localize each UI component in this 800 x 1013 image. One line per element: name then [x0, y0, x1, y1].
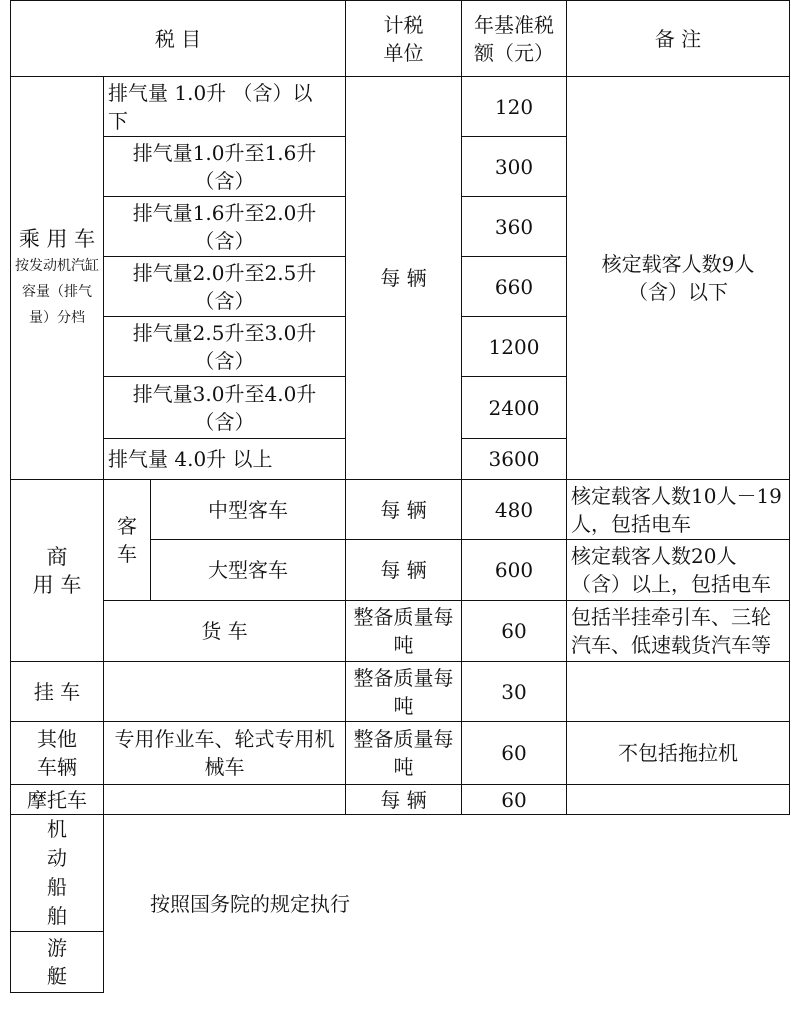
passenger-row-3-amount: 360 [461, 196, 567, 257]
large-bus-item: 大型客车 [150, 539, 346, 601]
trailer-note [566, 661, 790, 722]
medium-bus-note: 核定载客人数10人－19 人，包括电车 [566, 479, 790, 540]
passenger-row-3-item: 排气量1.6升至2.0升 （含） [103, 196, 346, 257]
trailer-item [103, 661, 346, 722]
passenger-row-7-item: 排气量 4.0升 以上 [103, 438, 346, 480]
passenger-row-7-amount: 3600 [461, 438, 567, 480]
other-note: 不包括拖拉机 [566, 721, 790, 785]
other-item: 专用作业车、轮式专用机 械车 [103, 721, 346, 785]
trailer-unit: 整备质量每 吨 [345, 661, 462, 722]
passenger-row-4-amount: 660 [461, 256, 567, 317]
motorcycle-category: 摩托车 [10, 784, 104, 815]
header-note: 备 注 [566, 0, 790, 77]
passenger-unit: 每 辆 [345, 76, 462, 480]
medium-bus-amount: 480 [461, 479, 567, 540]
trailer-amount: 30 [461, 661, 567, 722]
medium-bus-unit: 每 辆 [345, 479, 462, 540]
passenger-sublabel: 按发动机汽缸 容量（排气 量）分档 [15, 258, 99, 326]
other-unit: 整备质量每 吨 [345, 721, 462, 785]
medium-bus-item: 中型客车 [150, 479, 346, 540]
passenger-row-1-amount: 120 [461, 76, 567, 137]
passenger-note: 核定载客人数9人 （含）以下 [566, 76, 790, 480]
passenger-row-2-item: 排气量1.0升至1.6升 （含） [103, 136, 346, 197]
yacht-category: 游 艇 [10, 931, 104, 993]
motorcycle-amount: 60 [461, 784, 567, 815]
large-bus-unit: 每 辆 [345, 539, 462, 601]
motorcycle-unit: 每 辆 [345, 784, 462, 815]
passenger-row-6-amount: 2400 [461, 376, 567, 439]
truck-item: 货 车 [103, 600, 346, 662]
header-amount: 年基准税 额（元） [461, 0, 567, 77]
motorcycle-note [566, 784, 790, 815]
truck-amount: 60 [461, 600, 567, 662]
large-bus-amount: 600 [461, 539, 567, 601]
motorcycle-item [103, 784, 346, 815]
passenger-category [10, 76, 104, 480]
header-unit: 计税 单位 [345, 0, 462, 77]
passenger-row-2-amount: 300 [461, 136, 567, 197]
passenger-row-1-item: 排气量 1.0升 （含）以 下 [103, 76, 346, 137]
vessel-note: 按照国务院的规定执行 [103, 814, 790, 993]
bus-category: 客 车 [103, 479, 151, 601]
other-category: 其他 车辆 [10, 721, 104, 785]
passenger-row-4-item: 排气量2.0升至2.5升 （含） [103, 256, 346, 317]
truck-note: 包括半挂牵引车、三轮 汽车、低速载货汽车等 [566, 600, 790, 662]
passenger-row-5-amount: 1200 [461, 316, 567, 377]
passenger-row-6-item: 排气量3.0升至4.0升 （含） [103, 376, 346, 439]
passenger-label: 乘 用 车 [18, 227, 96, 251]
header-item: 税 目 [10, 0, 346, 77]
commercial-category: 商 用 车 [10, 479, 104, 662]
passenger-row-5-item: 排气量2.5升至3.0升 （含） [103, 316, 346, 377]
trailer-category: 挂 车 [10, 661, 104, 722]
truck-unit: 整备质量每 吨 [345, 600, 462, 662]
large-bus-note: 核定载客人数20人 （含）以上，包括电车 [566, 539, 790, 601]
motor-vessel-category: 机 动 船 舶 [10, 814, 104, 932]
other-amount: 60 [461, 721, 567, 785]
